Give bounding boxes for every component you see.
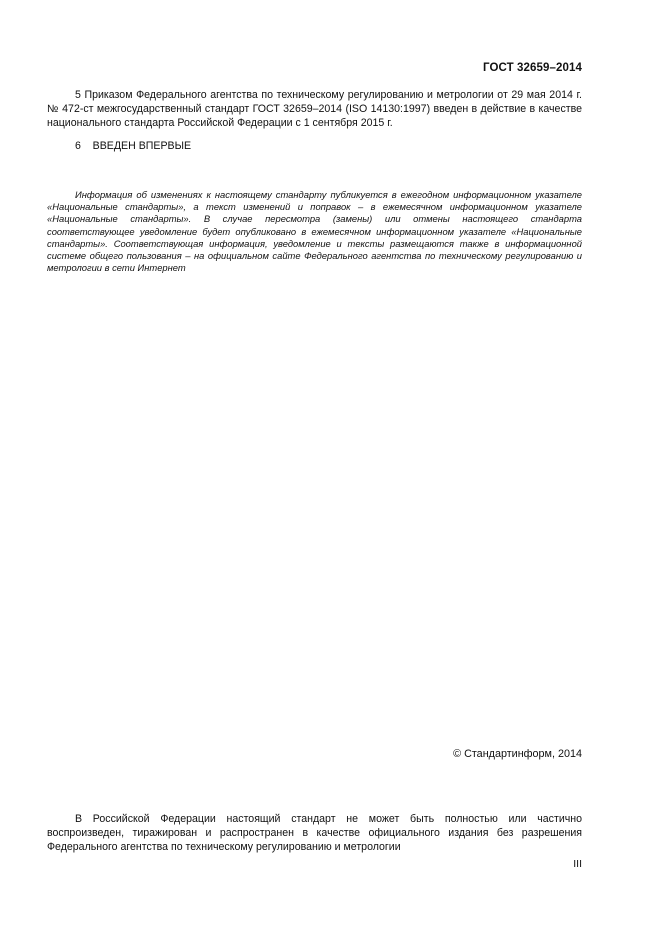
item-6-paragraph: 6 ВВЕДЕН ВПЕРВЫЕ: [75, 140, 192, 152]
item-5-paragraph: 5 Приказом Федерального агентства по техническому регулированию и метрологии от 29 мая 2014 г. № 472-ст межгосударственный стандарт ГОСТ 32659–2014 (ISO 14130:1997) введен в действие в качестве национального стандарта Российской Федерации с 1 сентября 2015 г.: [47, 89, 582, 129]
amendments-information-notice: Информация об изменениях к настоящему стандарту публикуется в ежегодном информационном указателе «Национальные стандарты», а текст изменений и поправок – в ежемесячном информационном указателе «Национальные стандарты». В случае пересмотра (замены) или отмены настоящего стандарта соответствующее уведомление будет опубликовано в ежемесячном информационном указателе «Национальные стандарты». Соответствующая информация, уведомление и тексты размещаются также в информационной системе общего пользования – на официальном сайте Федерального агентства по техническому регулированию и метрологии в сети Интернет: [47, 189, 582, 274]
copyright-line: © Стандартинформ, 2014: [453, 748, 582, 760]
reproduction-restriction-paragraph: В Российской Федерации настоящий стандарт не может быть полностью или частично воспроизведен, тиражирован и распространен в качестве официального издания без разрешения Федерального агентства по техническому регулированию и метрологии: [47, 813, 582, 853]
page-number: III: [573, 858, 582, 870]
standard-code-header: ГОСТ 32659–2014: [482, 62, 582, 74]
